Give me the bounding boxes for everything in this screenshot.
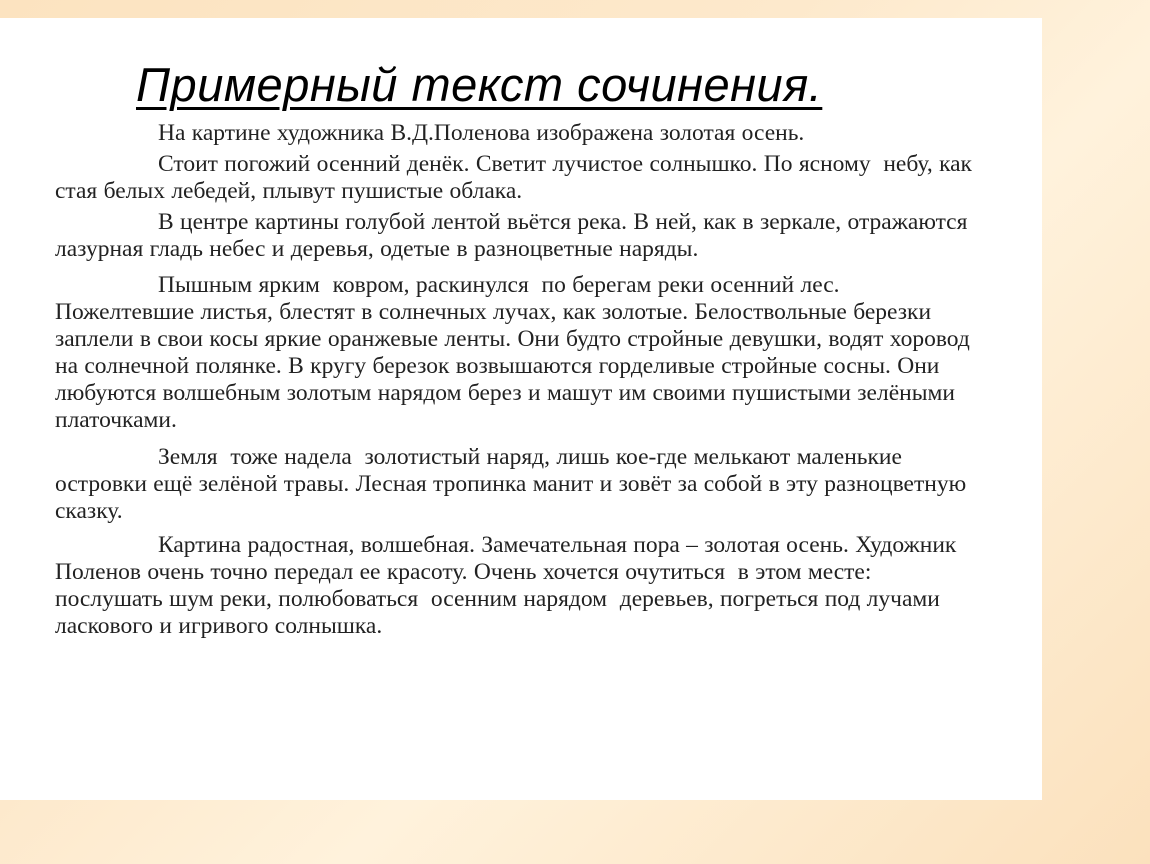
essay-paragraph-4: Пышным ярким ковром, раскинулся по берегам реки осенний лес. Пожелтевшие листья, блестят в солнечных лучах, как золотые. Белоствольные березки заплели в свои косы яркие оранжевые ленты. Они будто стройные девушки, водят хоровод на солнечной полянке. В кругу березок возвышаются горделивые стройные сосны. Они любуются волшебным золотым нарядом берез и машут им своими пушистыми зелёными платочками. bbox=[55, 272, 977, 433]
essay-paragraph-3: В центре картины голубой лентой вьётся река. В ней, как в зеркале, отражаются лазурная гладь небес и деревья, одетые в разноцветные наряды. bbox=[55, 209, 974, 262]
slide-title: Примерный текст сочинения. bbox=[136, 58, 823, 111]
essay-paragraph-1: На картине художника В.Д.Поленова изображена золотая осень. bbox=[158, 120, 805, 146]
essay-paragraph-2: Стоит погожий осенний денёк. Светит лучистое солнышко. По ясному небу, как стая белых лебедей, плывут пушистые облака. bbox=[55, 151, 979, 204]
essay-paragraph-6: Картина радостная, волшебная. Замечательная пора – золотая осень. Художник Поленов очень точно передал ее красоту. Очень хочется очутиться в этом месте: послушать шум реки, полюбоваться осенним нарядом деревьев, погреться под лучами ласкового и игривого солнышка. bbox=[55, 532, 963, 639]
essay-text bbox=[55, 120, 979, 640]
slide-panel bbox=[0, 18, 1042, 800]
essay-paragraph-5: Земля тоже надела золотистый наряд, лишь кое-где мелькают маленькие островки ещё зелёной травы. Лесная тропинка манит и зовёт за собой в эту разноцветную сказку. bbox=[55, 444, 973, 524]
